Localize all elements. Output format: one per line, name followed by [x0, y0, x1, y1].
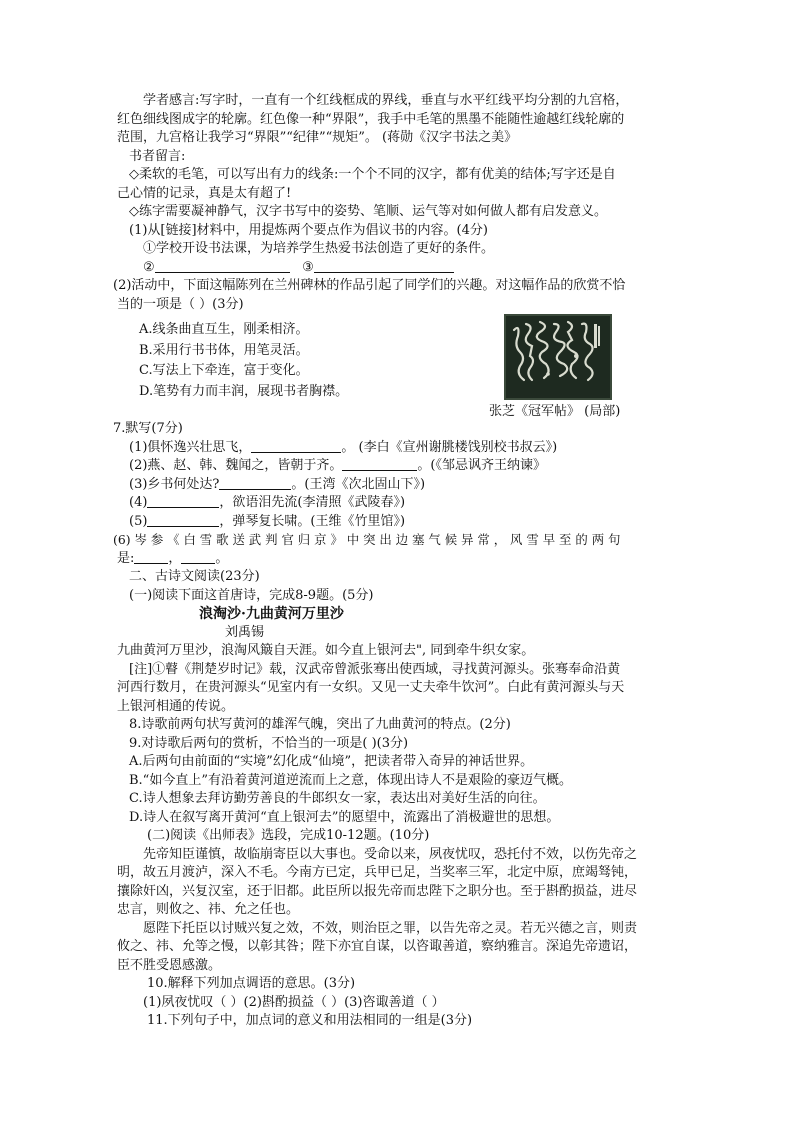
q7-6-blank-a[interactable]	[134, 550, 168, 564]
poem-text: 九曲黄河万里沙，浪淘风簸自天涯。如今直上银河去", 同到牵牛织女家。	[117, 643, 535, 658]
writer-heading: 书者留言:	[129, 148, 186, 164]
question-9-option-b: B.“如今直上”有沿着黄河道逆流而上之意，体现出诗人不是艰险的豪迈气概。	[129, 772, 572, 788]
option-b: B.采用行书书体，用笔灵活。	[139, 342, 309, 358]
question-1-stem: (1)从[链接]材料中，用提炼两个要点作为倡议书的内容。(4分)	[129, 222, 488, 238]
question-11: 11.下列句子中，加点词的意义和用法相同的一组是(3分)	[147, 1013, 473, 1028]
question-2-options-block	[117, 314, 679, 420]
section-2-heading: 二、古诗文阅读(23分)	[129, 569, 260, 584]
question-10: 10.解释下列加点调语的意思。(3分)	[147, 976, 356, 991]
question-2-line-2: 当的一项是（ ）(3分)	[117, 296, 244, 312]
note-line-1: [注]①瞽《荆楚岁时记》载，汉武帝曾派张骞出使西域，寻找黄河源头。张骞奉命沿黄	[129, 661, 621, 677]
writer-message-1b: 己心情的记录，真是太有超了!	[117, 185, 292, 201]
q7-4-blank[interactable]	[147, 494, 219, 508]
question-7-2	[117, 457, 679, 476]
scholar-line-1: 学者感言:写字时，一直有一个红线框成的界线，垂直与水平红线平均分割的九宫格，	[143, 93, 629, 108]
question-7-4	[117, 494, 679, 513]
sub-section-2-heading: (二)阅读《出师表》选段，完成10-12题。(10分)	[147, 828, 430, 843]
blank-3-label: ③	[302, 259, 314, 275]
question-9: 9.对诗歌后两句的赏析，不恰当的一项是( )(3分)	[129, 735, 409, 751]
exam-page	[113, 92, 679, 1031]
q7-6-pre: 是:	[117, 550, 135, 566]
sub-section-1-heading: (一)阅读下面这首唐诗，完成8-9题。(5分)	[129, 587, 374, 603]
question-7-6-line-2	[117, 550, 679, 569]
poem-title: 浪淘沙·九曲黄河万里沙	[199, 606, 344, 622]
calligraphy-strokes-icon	[506, 316, 610, 398]
q7-6-post: 。	[215, 550, 229, 566]
q7-5-pre: (5)	[129, 513, 148, 529]
q7-2-pre: (2)燕、赵、韩、魏闻之，皆朝于齐。	[129, 458, 343, 473]
scholar-line-3: 范围，九宫格让我学习“界限”“纪律”“规矩”。 (蒋勋《汉字书法之美》	[117, 130, 518, 145]
q7-3-pre: (3)乡书何处达?	[129, 476, 220, 492]
poem-author: 刘禹锡	[225, 624, 265, 640]
q7-3-post: 。(王湾《次北固山下》)	[291, 476, 426, 492]
question-7-5	[117, 513, 679, 532]
question-1-item-1: ①学校开设书法课，为培养学生热爱书法创造了更好的条件。	[143, 241, 495, 256]
passage-1-line-3: 攘除奸凶，兴复汉室，还于旧都。此臣所以报先帝而忠陛下之职分也。至于斟酌损益，进尽	[117, 883, 638, 899]
option-d: D.笔势有力而丰润，展现书者胸襟。	[139, 383, 349, 399]
answer-blank-2[interactable]	[155, 259, 290, 273]
passage-2-line-3: 臣不胜受恩感激。	[117, 957, 222, 973]
calligraphy-image	[504, 314, 612, 400]
blank-2-label: ②	[143, 259, 155, 275]
q7-6-blank-b[interactable]	[181, 550, 215, 564]
q7-1-pre: (1)俱怀逸兴壮思飞，	[129, 439, 252, 455]
question-1-blanks	[117, 259, 679, 278]
option-c: C.写法上下牵连，富于变化。	[139, 363, 309, 378]
question-7-6-line-1: (6) 岑 参 《 白 雪 歌 送 武 判 官 归 京 》 中 突 出 边 塞 气 候 异 常 ， 风 雪 早 至 的 两 句	[113, 532, 621, 547]
passage-2-line-2: 攸之、祎、允等之慢，以彰其咎；陛下亦宜自谋，以咨诹善道，察纳雅言。深追先帝遗诏，	[117, 939, 638, 954]
note-line-3: 上银河相通的传说。	[117, 698, 235, 714]
question-2-options	[139, 320, 348, 402]
q7-5-post: ，弹琴复长啸。(王维《竹里馆》)	[219, 513, 406, 529]
option-a: A.线条曲直互生，刚柔相济。	[139, 322, 309, 337]
calligraphy-caption: 张芝《冠军帖》 (局部)	[489, 404, 621, 419]
passage-1-line-1: 先帝知臣谨慎，故临崩寄臣以大事也。受命以来，夙夜忧叹，恐托付不效，以伤先帝之	[143, 846, 638, 862]
scholar-line-2: 红色细线图成字的轮廓。红色像一种“界限”，我手中毛笔的黑墨不能随性逾越红线轮廓的	[117, 111, 625, 127]
question-9-option-d: D.诗人在叙写离开黄河“直上银河去”的愿望中，流露出了消极避世的思想。	[129, 809, 560, 825]
answer-blank-3[interactable]	[314, 259, 454, 273]
q7-1-blank[interactable]	[251, 439, 341, 453]
question-8: 8.诗歌前两句状写黄河的雄浑气魄，突出了九曲黄河的特点。(2分)	[129, 717, 511, 732]
q7-1-post: 。 (李白《宣州谢朓楼饯别校书叔云》)	[341, 439, 558, 455]
note-line-2: 河西行数月，在贵河源头“见室内有一女织。又见一丈夫牵牛饮河”。白此有黄河源头与天	[117, 680, 625, 695]
q7-3-blank[interactable]	[219, 476, 291, 490]
question-9-option-c: C.诗人想象去拜访勤劳善良的牛郎织女一家，表达出对美好生活的向往。	[129, 791, 546, 806]
passage-2-line-1: 愿陛下托臣以讨贼兴复之效，不效，则治臣之罪，以告先帝之灵。若无兴德之言，则责	[143, 920, 638, 936]
question-7-heading: 7.默写(7分)	[113, 421, 183, 436]
question-7-1	[117, 439, 679, 458]
question-2-line-1: (2)活动中，下面这幅陈列在兰州碑林的作品引起了同学们的兴趣。对这幅作品的欣赏不恰	[113, 278, 626, 293]
question-9-option-a: A.后两句由前面的“实境”幻化成“仙境”，把读者带入奇异的神话世界。	[129, 754, 534, 769]
q7-4-pre: (4)	[129, 495, 148, 510]
q7-4-post: ，欲语泪先流(李清照《武陵春》)	[219, 495, 406, 510]
writer-message-2: ◇练字需要凝神静气，汉字书写中的姿势、笔顺、运气等对如何做人都有启发意义。	[129, 204, 607, 219]
q7-5-blank[interactable]	[147, 513, 219, 527]
q7-2-post: 。(《邹忌讽齐王纳谏》	[417, 458, 546, 473]
q7-6-mid: ，	[168, 550, 182, 566]
question-10-items: (1)夙夜忧叹（ ）(2)斟酌损益（ ）(3)咨诹善道（ ）	[143, 994, 445, 1010]
passage-1-line-4: 忠言，则攸之、祎、允之任也。	[117, 902, 300, 917]
passage-1-line-2: 明，故五月渡泸，深入不毛。今南方已定，兵甲已足，当奖率三军，北定中原，庶竭驽钝，	[117, 865, 638, 880]
q7-2-blank[interactable]	[342, 457, 417, 471]
question-7-3	[117, 476, 679, 495]
writer-message-1a: ◇柔软的毛笔，可以写出有力的线条:一个个不同的汉字，都有优美的结体;写字还是自	[129, 167, 616, 182]
